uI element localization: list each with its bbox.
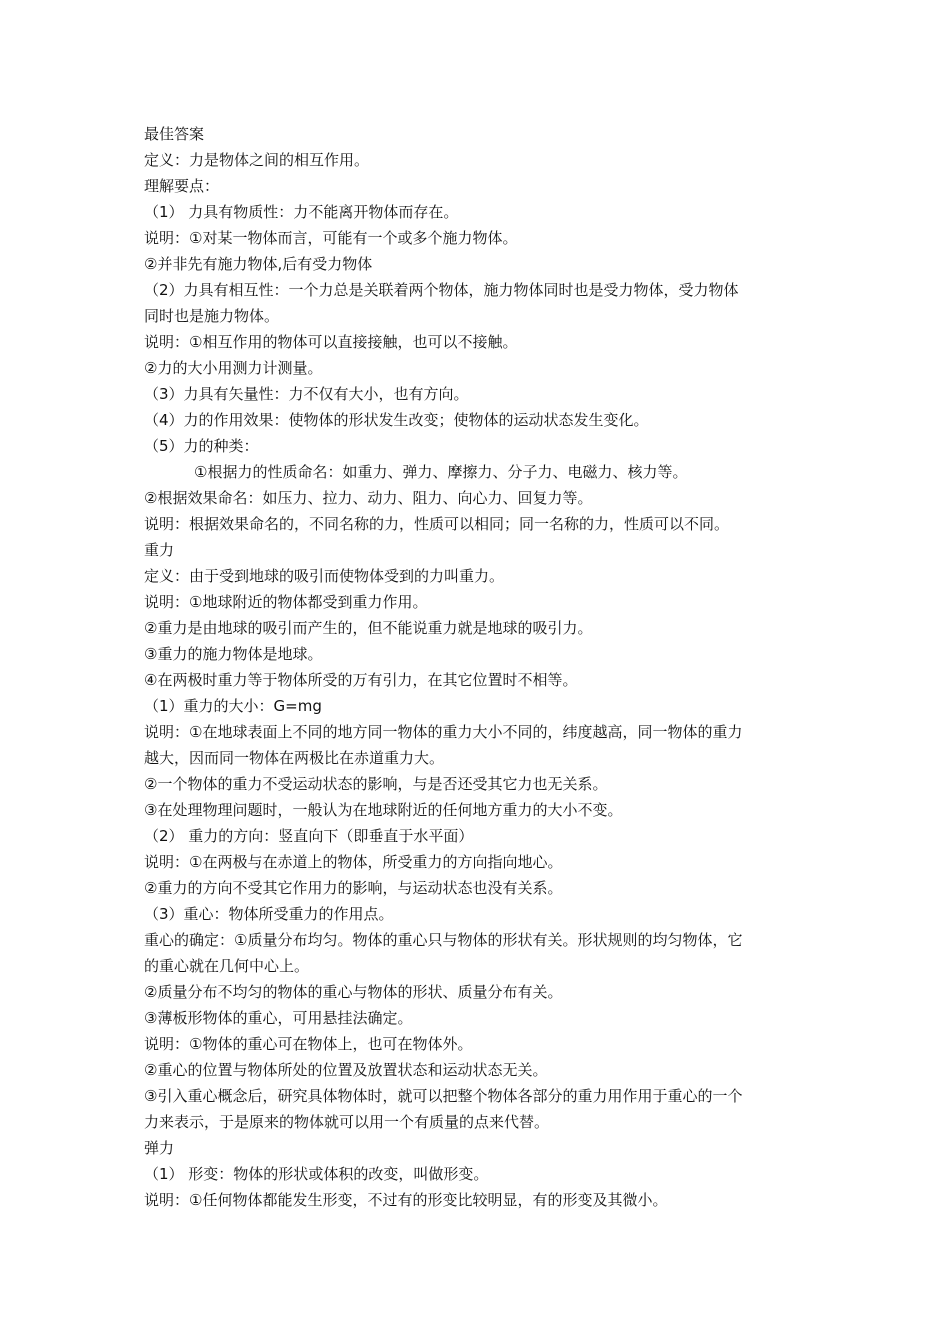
text-line-indented: ①根据力的性质命名：如重力、弹力、摩擦力、分子力、电磁力、核力等。 (194, 463, 688, 481)
text-line: ③引入重心概念后，研究具体物体时，就可以把整个物体各部分的重力用作用于重心的一个 (144, 1087, 743, 1105)
text-line: 说明：①地球附近的物体都受到重力作用。 (144, 593, 428, 611)
text-line: （3）力具有矢量性：力不仅有大小，也有方向。 (144, 385, 469, 403)
text-line: （4）力的作用效果：使物体的形状发生改变；使物体的运动状态发生变化。 (144, 411, 649, 429)
text-line: ②一个物体的重力不受运动状态的影响，与是否还受其它力也无关系。 (144, 775, 608, 793)
text-line: 理解要点： (144, 177, 220, 195)
text-line: 的重心就在几何中心上。 (144, 957, 310, 975)
text-line: ③在处理物理问题时，一般认为在地球附近的任何地方重力的大小不变。 (144, 801, 623, 819)
text-line: ②力的大小用测力计测量。 (144, 359, 323, 377)
text-line: （1）重力的大小：G=mg (144, 697, 322, 715)
text-line: ②根据效果命名：如压力、拉力、动力、阻力、向心力、回复力等。 (144, 489, 593, 507)
text-line: 说明：①对某一物体而言，可能有一个或多个施力物体。 (144, 229, 518, 247)
text-line: 越大，因而同一物体在两极比在赤道重力大。 (144, 749, 445, 767)
text-line: （1） 力具有物质性：力不能离开物体而存在。 (144, 203, 459, 221)
text-line: ②重力是由地球的吸引而产生的，但不能说重力就是地球的吸引力。 (144, 619, 593, 637)
text-line: 定义：由于受到地球的吸引而使物体受到的力叫重力。 (144, 567, 505, 585)
text-line: ③薄板形物体的重心，可用悬挂法确定。 (144, 1009, 413, 1027)
text-line: （5）力的种类： (144, 437, 259, 455)
heading-best-answer: 最佳答案 (144, 125, 205, 143)
text-line: 说明：①任何物体都能发生形变，不过有的形变比较明显，有的形变及其微小。 (144, 1191, 668, 1209)
text-line: ②重心的位置与物体所处的位置及放置状态和运动状态无关。 (144, 1061, 548, 1079)
text-line: （1） 形变：物体的形状或体积的改变，叫做形变。 (144, 1165, 489, 1183)
text-line: ④在两极时重力等于物体所受的万有引力，在其它位置时不相等。 (144, 671, 578, 689)
text-line: 说明：①在两极与在赤道上的物体，所受重力的方向指向地心。 (144, 853, 563, 871)
text-line: （2）力具有相互性：一个力总是关联着两个物体，施力物体同时也是受力物体，受力物体 (144, 281, 739, 299)
text-line: ②并非先有施力物体,后有受力物体 (144, 255, 373, 273)
text-line: 说明：根据效果命名的，不同名称的力，性质可以相同；同一名称的力，性质可以不同。 (144, 515, 730, 533)
text-line: ③重力的施力物体是地球。 (144, 645, 323, 663)
text-line: ②重力的方向不受其它作用力的影响，与运动状态也没有关系。 (144, 879, 563, 897)
text-line: 重心的确定：①质量分布均匀。物体的重心只与物体的形状有关。形状规则的均匀物体，它 (144, 931, 743, 949)
text-line: （2） 重力的方向：竖直向下（即垂直于水平面） (144, 827, 474, 845)
text-line: 说明：①在地球表面上不同的地方同一物体的重力大小不同的，纬度越高，同一物体的重力 (144, 723, 743, 741)
heading-elastic-force: 弹力 (144, 1139, 175, 1157)
text-line: ②质量分布不均匀的物体的重心与物体的形状、质量分布有关。 (144, 983, 563, 1001)
heading-gravity: 重力 (144, 541, 175, 559)
text-line: 说明：①物体的重心可在物体上，也可在物体外。 (144, 1035, 473, 1053)
text-line: 说明：①相互作用的物体可以直接接触，也可以不接触。 (144, 333, 518, 351)
text-line: （3）重心：物体所受重力的作用点。 (144, 905, 394, 923)
text-line: 力来表示，于是原来的物体就可以用一个有质量的点来代替。 (144, 1113, 550, 1131)
document-body (144, 121, 824, 1213)
text-line: 定义：力是物体之间的相互作用。 (144, 151, 370, 169)
text-line: 同时也是施力物体。 (144, 307, 280, 325)
